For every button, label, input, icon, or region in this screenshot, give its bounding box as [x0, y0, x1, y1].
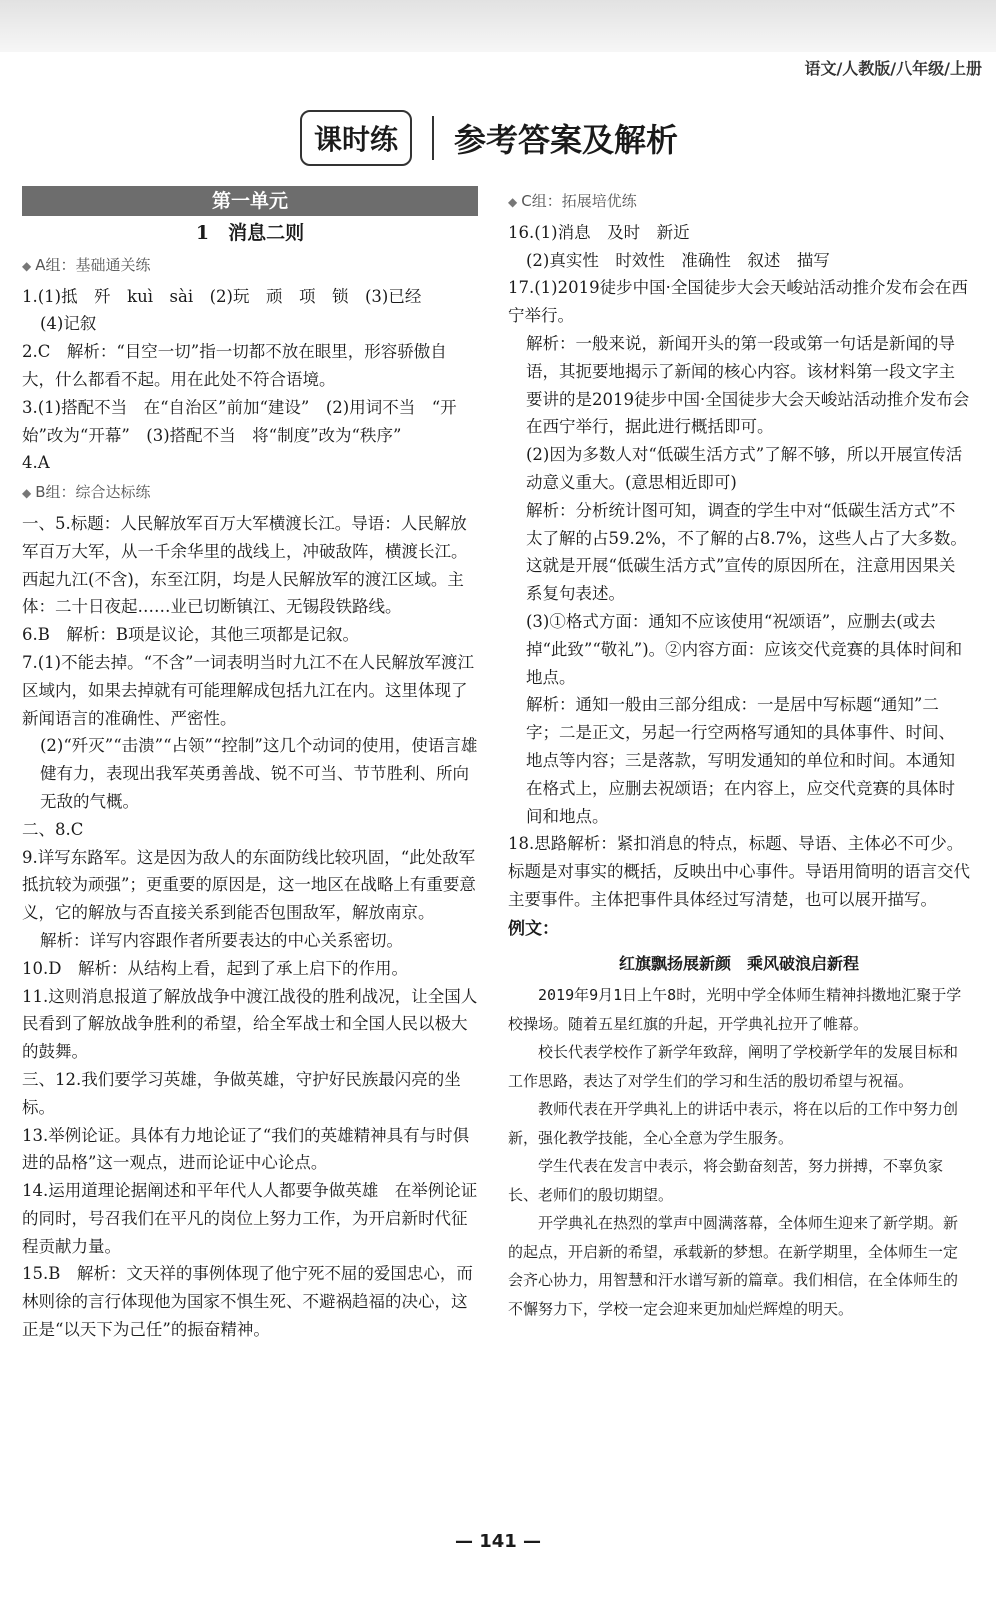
- essay-paragraph: 校长代表学校作了新学年致辞，阐明了学校新学年的发展目标和工作思路，表达了对学生们的学习和生活的殷切希望与祝福。: [508, 1043, 959, 1090]
- answer-4: 4.A: [22, 453, 50, 473]
- answer-17b-analysis: 解析：分析统计图可知，调查的学生中对“低碳生活方式”不太了解的占59.2%，不了解的占8.7%，这些人占了大多数。这就是开展“低碳生活方式”宣传的原因所在，注意用因果关系复句表述。: [526, 500, 967, 604]
- title-main: 参考答案及解析: [454, 121, 679, 159]
- answer-16b: (2)真实性 时效性 准确性 叙述 描写: [526, 250, 830, 270]
- essay-paragraph: 开学典礼在热烈的掌声中圆满落幕，全体师生迎来了新学期。新的起点，开启新的希望，承载新的梦想。在新学期里，全体师生一定会齐心协力，用智慧和汗水谱写新的篇章。我们相信，在全体师生的不懈努力下，学校一定会迎来更加灿烂辉煌的明天。: [508, 1214, 959, 1318]
- unit-heading: 第一单元: [22, 186, 478, 216]
- answer-3: 3.(1)搭配不当 在“自治区”前加“建设” (2)用词不当 “开始”改为“开幕” (3)搭配不当 将“制度”改为“秩序”: [22, 397, 457, 445]
- group-c-heading: ◆ C组：拓展培优练: [508, 192, 637, 210]
- answer-14: 14.运用道理论据阐述和平年代人人都要争做英雄 在举例论证的同时，号召我们在平凡的岗位上努力工作，为开启新时代征程贡献力量。: [22, 1181, 478, 1256]
- answer-16a: 16.(1)消息 及时 新近: [508, 222, 690, 242]
- answer-2: 2.C 解析：“目空一切”指一切都不放在眼里，形容骄傲自大，什么都看不起。用在此处不符合语境。: [22, 342, 447, 389]
- answer-8: 二、8.C: [22, 819, 84, 839]
- answer-17c: (3)①格式方面：通知不应该使用“祝颂语”，应删去(或去掉“此致”“敬礼”)。②内容方面：应该交代竞赛的具体时间和地点。: [526, 611, 963, 687]
- answer-5: 一、5.标题：人民解放军百万大军横渡长江。导语：人民解放军百万大军，从一千余华里的战线上，冲破敌阵，横渡长江。西起九江(不含)，东至江阴，均是人民解放军的渡江区域。主体：二十日夜起……业已切断镇江、无锡段铁路线。: [22, 513, 468, 617]
- subject-label: 语文/人教版/八年级/上册: [804, 59, 982, 78]
- diamond-icon: ◆: [22, 486, 32, 501]
- answer-17a-analysis: 解析：一般来说，新闻开头的第一段或第一句话是新闻的导语，其扼要地揭示了新闻的核心内容。该材料第一段文字主要讲的是2019徒步中国·全国徒步大会天峻站活动推介发布会在西宁举行，据此进行概括即可。: [526, 333, 970, 437]
- answer-17c-analysis: 解析：通知一般由三部分组成：一是居中写标题“通知”二字；二是正文，另起一行空两格写通知的具体事件、时间、地点等内容；三是落款，写明发通知的单位和时间。本通知在格式上，应删去祝颂语；在内容上，应交代竞赛的具体时间和地点。: [526, 695, 955, 826]
- diamond-icon: ◆: [508, 195, 518, 209]
- answer-1b: (4)记叙: [40, 314, 97, 334]
- sample-label: 例文：: [508, 918, 559, 939]
- title-boxed: 课时练: [300, 110, 412, 166]
- answer-18: 18.思路解析：紧扣消息的特点，标题、导语、主体必不可少。标题是对事实的概括，反映出中心事件。导语用简明的语言交代主要事件。主体把事件具体经过写清楚，也可以展开描写。: [508, 834, 970, 909]
- answer-7b: (2)“歼灭”“击溃”“占领”“控制”这几个动词的使用，使语言雄健有力，表现出我军英勇善战、锐不可当、节节胜利、所向无敌的气概。: [40, 736, 478, 811]
- answer-15: 15.B 解析：文天祥的事例体现了他宁死不屈的爱国忠心，而林则徐的言行体现他为国家不惧生死、不避祸趋福的决心，这正是“以天下为己任”的振奋精神。: [22, 1264, 473, 1340]
- answer-11: 11.这则消息报道了解放战争中渡江战役的胜利战况，让全国人民看到了解放战争胜利的希望，给全军战士和全国人民以极大的鼓舞。: [22, 986, 478, 1062]
- answer-6: 6.B 解析：B项是议论，其他三项都是记叙。: [22, 625, 359, 645]
- answer-13: 13.举例论证。具体有力地论证了“我们的英雄精神具有与时俱进的品格”这一观点，进而论证中心论点。: [22, 1125, 470, 1173]
- title-divider: [432, 116, 434, 160]
- answer-9: 9.详写东路军。这是因为敌人的东面防线比较巩固，“此处敌军抵抗较为顽强”；更重要的原因是，这一地区在战略上有重要意义，它的解放与否直接关系到能否包围敌军，解放南京。: [22, 847, 476, 923]
- answer-7a: 7.(1)不能去掉。“不含”一词表明当时九江不在人民解放军渡江区域内，如果去掉就有可能理解成包括九江在内。这里体现了新闻语言的准确性、严密性。: [22, 652, 474, 728]
- answer-1a: 1.(1)抵 歼 kuì sài (2)玩 顽 项 锁 (3)已经: [22, 286, 422, 306]
- essay-paragraph: 学生代表在发言中表示，将会勤奋刻苦，努力拼搏，不辜负家长、老师们的殷切期望。: [508, 1157, 944, 1204]
- header-band: [0, 0, 996, 52]
- answer-12: 三、12.我们要学习英雄，争做英雄，守护好民族最闪亮的坐标。: [22, 1069, 461, 1117]
- answer-10: 10.D 解析：从结构上看，起到了承上启下的作用。: [22, 958, 408, 978]
- essay-paragraph: 教师代表在开学典礼上的讲话中表示，将在以后的工作中努力创新，强化教学技能，全心全意为学生服务。: [508, 1100, 959, 1147]
- left-column: [22, 186, 478, 1344]
- essay-title: 红旗飘扬展新颜 乘风破浪启新程: [618, 953, 859, 973]
- lesson-title: 1 消息二则: [195, 222, 305, 244]
- essay-paragraph: 2019年9月1日上午8时，光明中学全体师生精神抖擞地汇聚于学校操场。随着五星红旗的升起，开学典礼拉开了帷幕。: [508, 986, 962, 1033]
- answer-9-analysis: 解析：详写内容跟作者所要表达的中心关系密切。: [40, 930, 403, 950]
- page-number: — 141 —: [454, 1531, 542, 1552]
- page-title: [300, 110, 678, 166]
- group-b-heading: ◆ B组：综合达标练: [22, 483, 151, 502]
- essay-body: [508, 981, 970, 1323]
- diamond-icon: ◆: [22, 258, 32, 273]
- answer-17b: (2)因为多数人对“低碳生活方式”了解不够，所以开展宣传活动意义重大。(意思相近即可): [526, 445, 963, 492]
- right-column: [508, 186, 970, 1323]
- answer-17a: 17.(1)2019徒步中国·全国徒步大会天峻站活动推介发布会在西宁举行。: [508, 278, 968, 326]
- group-a-heading: ◆ A组：基础通关练: [22, 255, 151, 274]
